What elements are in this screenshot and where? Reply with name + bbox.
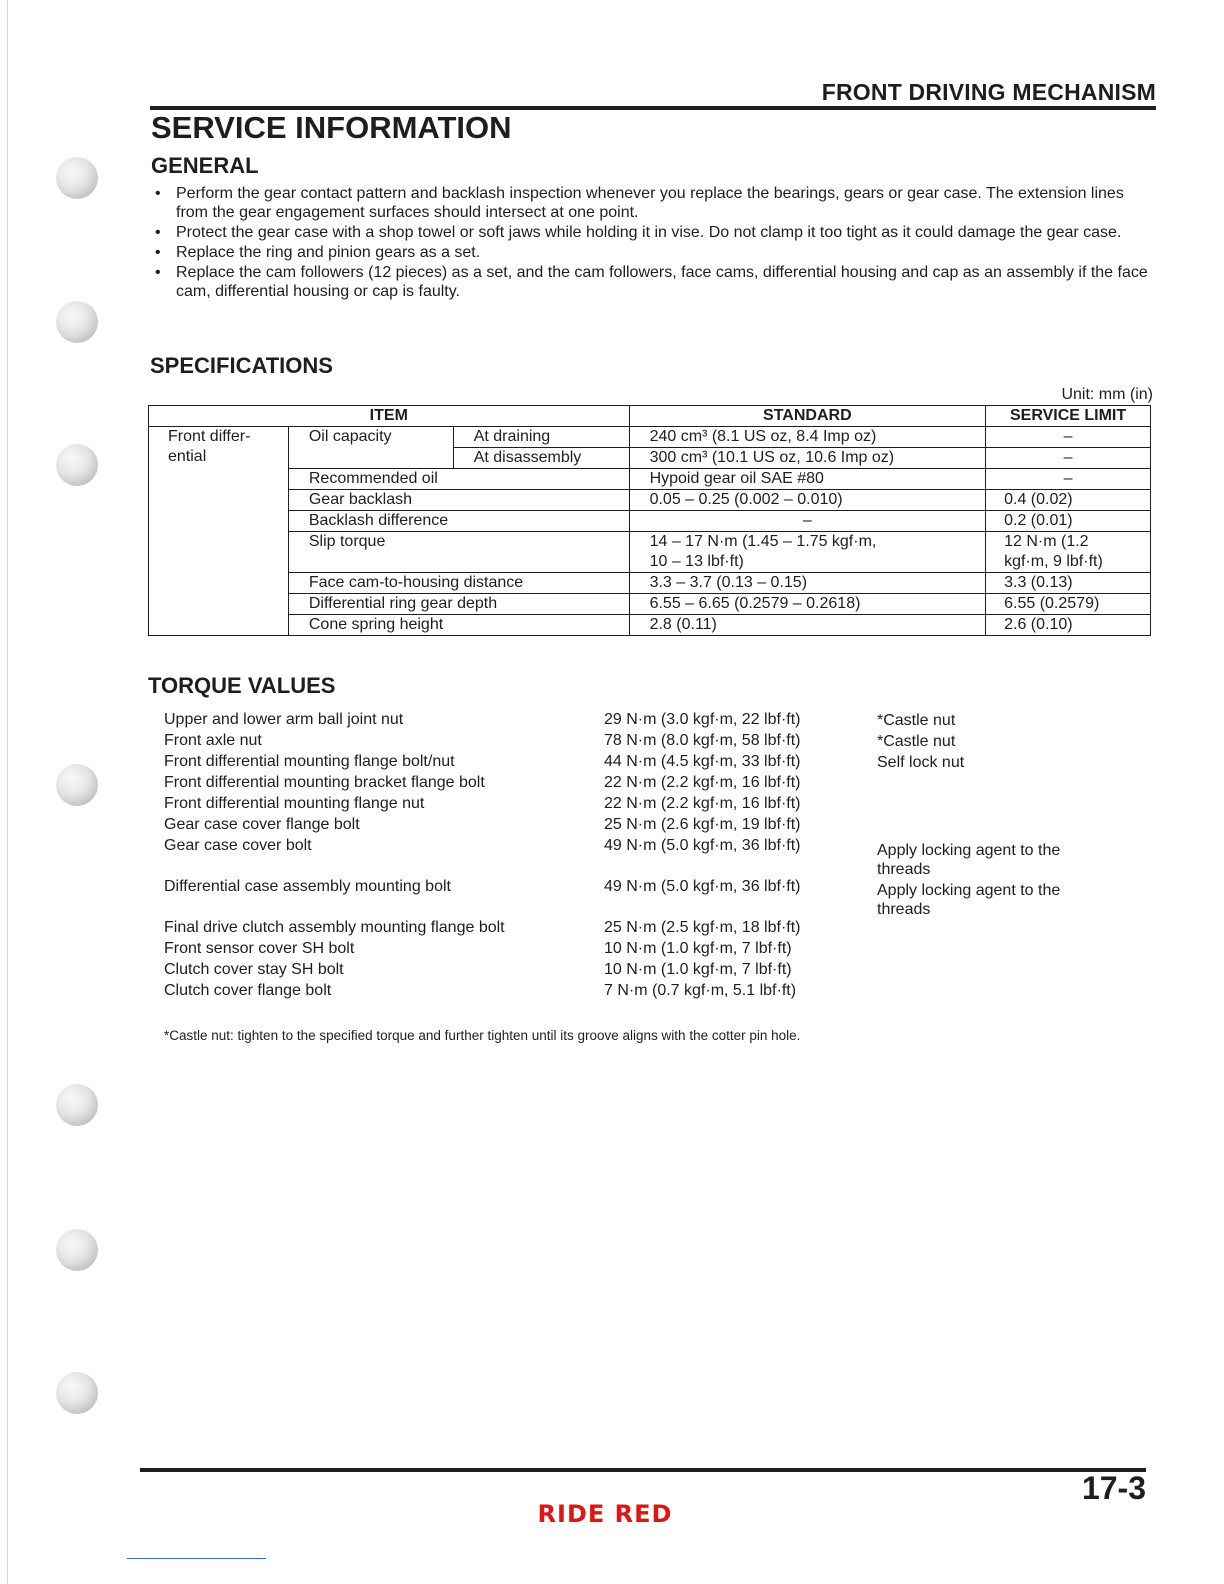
scan-artifact-line — [127, 1558, 266, 1559]
torque-value: 10 N·m (1.0 kgf·m, 7 lbf·ft) — [604, 940, 792, 957]
table-row — [149, 573, 1151, 594]
torque-item: Final drive clutch assembly mounting flange bolt — [164, 919, 505, 936]
binder-hole-icon — [56, 764, 98, 806]
specifications-table — [148, 405, 1151, 636]
torque-value: 22 N·m (2.2 kgf·m, 16 lbf·ft) — [604, 795, 801, 812]
table-cell-limit: 3.3 (0.13) — [986, 573, 1151, 594]
bullet-item: • Perform the gear contact pattern and backlash inspection whenever you replace the bearings, gears or gear case. The extension lines from the gear engagement surfaces should intersect at one point. — [152, 184, 1154, 222]
running-head: FRONT DRIVING MECHANISM — [821, 79, 1156, 105]
oil-capacity-label: Oil capacity — [288, 427, 453, 469]
torque-remark: Self lock nut — [877, 754, 965, 771]
table-cell-limit: – — [986, 427, 1151, 448]
torque-item: Upper and lower arm ball joint nut — [164, 711, 404, 728]
table-cell-limit: 6.55 (0.2579) — [986, 594, 1151, 615]
table-cell-item: Face cam-to-housing distance — [288, 573, 629, 594]
group-label: Front differ- ential — [149, 427, 289, 636]
bullet-item: • Protect the gear case with a shop towel or soft jaws while holding it in vise. Do not clamp it too tight as it could damage the gear case. — [152, 223, 1154, 242]
table-row — [149, 532, 1151, 573]
torque-item: Front sensor cover SH bolt — [164, 940, 355, 957]
table-cell-standard: Hypoid gear oil SAE #80 — [629, 469, 986, 490]
binder-hole-icon — [56, 444, 98, 486]
table-row — [149, 427, 1151, 448]
table-row — [149, 469, 1151, 490]
torque-values-heading: TORQUE VALUES — [148, 673, 336, 698]
header-item: ITEM — [149, 406, 630, 427]
torque-item: Gear case cover flange bolt — [164, 816, 360, 833]
table-cell-item: Slip torque — [288, 532, 629, 573]
table-cell-standard: 240 cm³ (8.1 US oz, 8.4 Imp oz) — [629, 427, 986, 448]
table-cell-standard: 0.05 – 0.25 (0.002 – 0.010) — [629, 490, 986, 511]
header-service-limit: SERVICE LIMIT — [986, 406, 1151, 427]
table-cell-limit: – — [986, 448, 1151, 469]
table-cell-item: Backlash difference — [288, 511, 629, 532]
torque-value: 29 N·m (3.0 kgf·m, 22 lbf·ft) — [604, 711, 801, 728]
torque-item: Front differential mounting bracket flange bolt — [164, 774, 485, 791]
bullet-item: • Replace the cam followers (12 pieces) as a set, and the cam followers, face cams, differential housing and cap as an assembly if the face cam, differential housing or cap is faulty. — [152, 263, 1154, 301]
torque-value: 25 N·m (2.5 kgf·m, 18 lbf·ft) — [604, 919, 801, 936]
table-cell-item: Gear backlash — [288, 490, 629, 511]
general-heading: GENERAL — [151, 153, 259, 178]
torque-item: Front axle nut — [164, 732, 262, 749]
torque-value: 44 N·m (4.5 kgf·m, 33 lbf·ft) — [604, 753, 801, 770]
torque-item: Front differential mounting flange nut — [164, 795, 425, 812]
page-number: 17-3 — [1081, 1470, 1146, 1506]
table-cell-standard: 3.3 – 3.7 (0.13 – 0.15) — [629, 573, 986, 594]
torque-value: 49 N·m (5.0 kgf·m, 36 lbf·ft) — [604, 837, 801, 854]
table-row — [149, 594, 1151, 615]
table-header-row — [149, 406, 1151, 427]
table-row — [149, 490, 1151, 511]
table-cell-standard: 300 cm³ (10.1 US oz, 10.6 Imp oz) — [629, 448, 986, 469]
table-cell-limit: 2.6 (0.10) — [986, 615, 1151, 636]
torque-value: 10 N·m (1.0 kgf·m, 7 lbf·ft) — [604, 961, 792, 978]
binder-hole-icon — [56, 1229, 98, 1271]
table-cell-standard: 6.55 – 6.65 (0.2579 – 0.2618) — [629, 594, 986, 615]
table-cell-item: At disassembly — [453, 448, 629, 469]
binder-hole-icon — [56, 301, 98, 343]
castle-nut-footnote: *Castle nut: tighten to the specified torque and further tighten until its groove aligns with the cotter pin hole. — [164, 1028, 801, 1043]
general-bullet-list — [152, 184, 1154, 302]
table-cell-standard: 2.8 (0.11) — [629, 615, 986, 636]
table-cell-limit: 0.4 (0.02) — [986, 490, 1151, 511]
header-standard: STANDARD — [629, 406, 986, 427]
table-cell-item: Differential ring gear depth — [288, 594, 629, 615]
binder-hole-icon — [56, 1372, 98, 1414]
table-cell-standard: – — [629, 511, 986, 532]
table-row — [149, 615, 1151, 636]
torque-value: 22 N·m (2.2 kgf·m, 16 lbf·ft) — [604, 774, 801, 791]
torque-value: 25 N·m (2.6 kgf·m, 19 lbf·ft) — [604, 816, 801, 833]
binder-hole-icon — [56, 1084, 98, 1126]
brand-logo: RIDE RED — [537, 1500, 673, 1528]
torque-item: Clutch cover stay SH bolt — [164, 961, 344, 978]
torque-remark: Apply locking agent to the threads — [877, 882, 1061, 918]
torque-value: 78 N·m (8.0 kgf·m, 58 lbf·ft) — [604, 732, 801, 749]
binder-hole-icon — [56, 157, 98, 199]
table-cell-limit: – — [986, 469, 1151, 490]
torque-item: Clutch cover flange bolt — [164, 982, 332, 999]
torque-value: 49 N·m (5.0 kgf·m, 36 lbf·ft) — [604, 878, 801, 895]
torque-item: Differential case assembly mounting bolt — [164, 878, 451, 895]
table-cell-item: At draining — [453, 427, 629, 448]
page-left-edge — [7, 0, 8, 1584]
torque-remark: Apply locking agent to the threads — [877, 842, 1061, 878]
specifications-heading: SPECIFICATIONS — [150, 353, 333, 378]
table-cell-limit: 0.2 (0.01) — [986, 511, 1151, 532]
table-row — [149, 511, 1151, 532]
page-title: SERVICE INFORMATION — [151, 110, 512, 145]
unit-label: Unit: mm (in) — [1061, 386, 1153, 403]
torque-item: Gear case cover bolt — [164, 837, 312, 854]
torque-remark: *Castle nut — [877, 733, 956, 750]
torque-value: 7 N·m (0.7 kgf·m, 5.1 lbf·ft) — [604, 982, 797, 999]
torque-item: Front differential mounting flange bolt/nut — [164, 753, 455, 770]
bullet-item: • Replace the ring and pinion gears as a set. — [152, 243, 1154, 262]
bottom-rule — [140, 1468, 1146, 1472]
table-cell-item: Cone spring height — [288, 615, 629, 636]
table-cell-standard: 14 – 17 N·m (1.45 – 1.75 kgf·m, 10 – 13 lbf·ft) — [629, 532, 986, 573]
table-cell-limit: 12 N·m (1.2 kgf·m, 9 lbf·ft) — [986, 532, 1151, 573]
torque-remark: *Castle nut — [877, 712, 956, 729]
table-cell-item: Recommended oil — [288, 469, 629, 490]
